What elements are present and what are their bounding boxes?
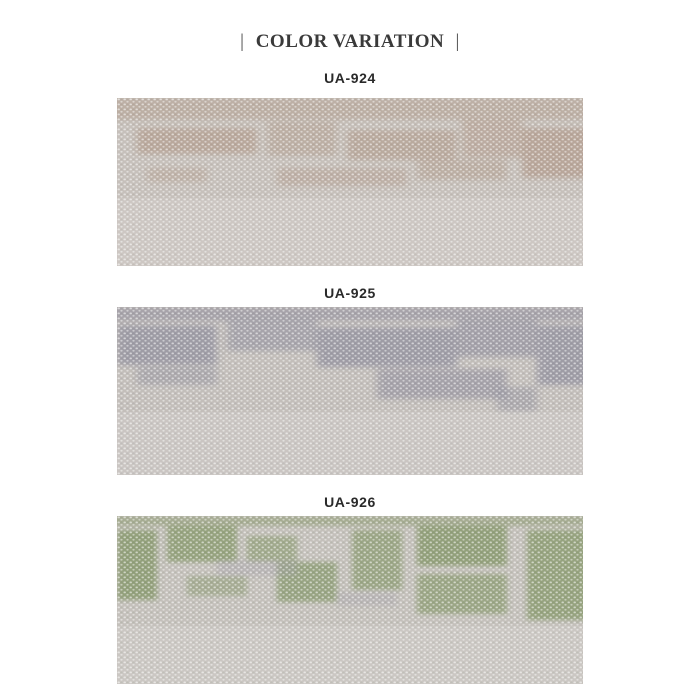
title-text: COLOR VARIATION — [255, 31, 445, 52]
fabric-swatch-image — [117, 307, 583, 475]
title-bar-right: | — [455, 31, 460, 52]
fabric-swatch-image — [117, 98, 583, 266]
swatch-label-ua-924: UA-924 — [324, 70, 376, 86]
fabric-swatch-ua-926 — [117, 516, 583, 684]
fabric-swatch-ua-924 — [117, 98, 583, 266]
title-bar-left: | — [240, 31, 245, 52]
fabric-swatch-ua-925 — [117, 307, 583, 475]
page-title — [0, 31, 700, 53]
swatch-label-ua-926: UA-926 — [324, 494, 376, 510]
swatch-label-ua-925: UA-925 — [324, 285, 376, 301]
fabric-swatch-image — [117, 516, 583, 684]
